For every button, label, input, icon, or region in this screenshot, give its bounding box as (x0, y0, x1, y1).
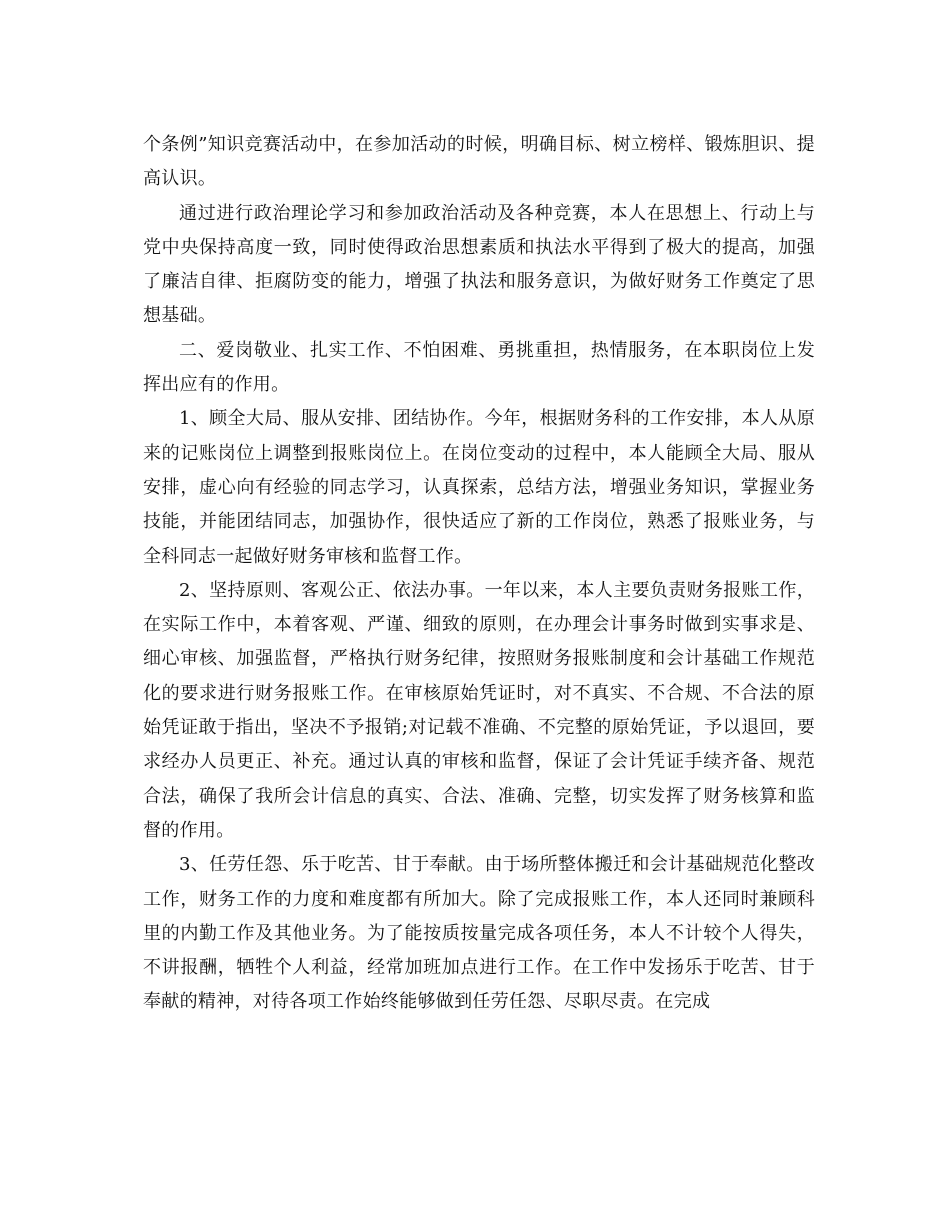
paragraph-4: 1、顾全大局、服从安排、团结协作。今年，根据财务科的工作安排，本人从原来的记账岗位上调整到报账岗位上。在岗位变动的过程中，本人能顾全大局、服从安排，虚心向有经验的同志学习，认真探索，总结方法，增强业务知识，掌握业务技能，并能团结同志，加强协作，很快适应了新的工作岗位，熟悉了报账业务，与全科同志一起做好财务审核和监督工作。 (143, 408, 815, 567)
paragraph-3: 二、爱岗敬业、扎实工作、不怕困难、勇挑重担，热情服务，在本职岗位上发挥出应有的作用。 (143, 339, 815, 396)
paragraph-1: 个条例”知识竞赛活动中，在参加活动的时候，明确目标、树立榜样、锻炼胆识、提高认识。 (143, 134, 815, 190)
paragraph-5: 2、坚持原则、客观公正、依法办事。一年以来，本人主要负责财务报账工作，在实际工作中，本着客观、严谨、细致的原则，在办理会计事务时做到实事求是、细心审核、加强监督，严格执行财务纪律，按照财务报账制度和会计基础工作规范化的要求进行财务报账工作。在审核原始凭证时，对不真实、不合规、不合法的原始凭证敢于指出，坚决不予报销;对记载不准确、不完整的原始凭证，予以退回，要求经办人员更正、补充。通过认真的审核和监督，保证了会计凭证手续齐备、规范合法，确保了我所会计信息的真实、合法、准确、完整，切实发挥了财务核算和监督的作用。 (143, 579, 815, 841)
paragraph-6: 3、任劳任怨、乐于吃苦、甘于奉献。由于场所整体搬迁和会计基础规范化整改工作，财务工作的力度和难度都有所加大。除了完成报账工作，本人还同时兼顾科里的内勤工作及其他业务。为了能按质按量完成各项任务，本人不计较个人得失，不讲报酬，牺牲个人利益，经常加班加点进行工作。在工作中发扬乐于吃苦、甘于奉献的精神，对待各项工作始终能够做到任劳任怨、尽职尽责。在完成 (143, 854, 815, 1013)
document-body (143, 128, 815, 1020)
paragraph-2: 通过进行政治理论学习和参加政治活动及各种竞赛，本人在思想上、行动上与党中央保持高度一致，同时使得政治思想素质和执法水平得到了极大的提高，加强了廉洁自律、拒腐防变的能力，增强了执法和服务意识，为做好财务工作奠定了思想基础。 (143, 202, 815, 327)
